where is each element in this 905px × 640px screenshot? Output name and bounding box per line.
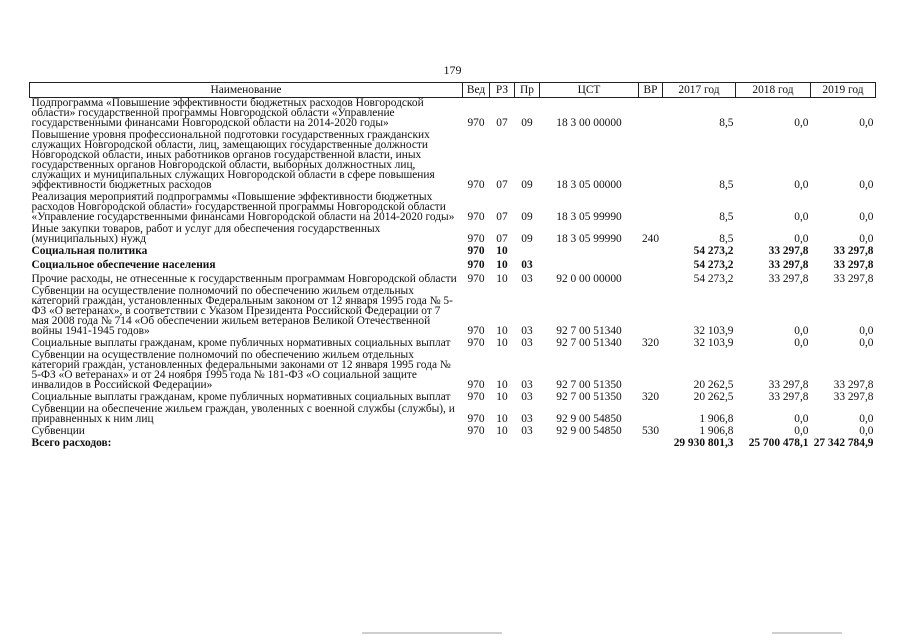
table-row [30,424,876,436]
row-name: Реализация мероприятий подпрограммы «Повышение эффективности бюджетных расходов Новгородской области» государственной программы Новгородской области «Управление государственными финансами Новгородской области на 2014-2020 годы» [31,191,455,223]
row-ved: 970 [467,259,485,271]
row-ved: 970 [467,413,485,425]
row-pr: 09 [521,117,533,129]
row-cst [540,244,639,256]
row-2019: 0,0 [859,337,874,349]
row-name: Социальное обеспечение населения [31,259,216,271]
row-2018: 33 297,8 [768,391,809,403]
row-vr [639,244,663,256]
table-row [30,98,876,129]
row-rz: 10 [496,245,508,257]
row-2017: 8,5 [719,179,734,191]
row-ved: 970 [467,117,485,129]
header-rz: РЗ [490,83,515,98]
table-row [30,336,876,348]
row-name: Прочие расходы, не отнесенные к государственным программам Новгородской области [31,273,457,285]
row-vr: 320 [641,391,660,403]
row-name: Субвенции на обеспечение жильем граждан, уволенных с военной службы (службы), и приравненных к ним лиц [31,403,455,425]
header-name: Наименование [30,83,463,98]
row-2018: 33 297,8 [768,273,809,285]
total-label: Всего расходов: [31,437,112,449]
row-2019: 33 297,8 [833,379,874,391]
row-vr: 320 [641,337,660,349]
table-row [30,256,876,270]
row-2018: 0,0 [794,425,809,437]
table-row [30,190,876,222]
row-2018: 0,0 [794,117,809,129]
row-2017: 8,5 [719,211,734,223]
row-name: Иные закупки товаров, работ и услуг для обеспечения государственных (муниципальных) нужд [31,223,381,245]
row-ved: 970 [467,233,485,245]
row-vr [639,284,663,336]
row-cst [540,256,639,270]
row-cst: 92 7 00 51350 [556,391,622,403]
row-2019: 0,0 [859,325,874,337]
row-2019: 0,0 [859,179,874,191]
row-rz: 07 [496,233,508,245]
row-2017: 54 273,2 [693,245,734,257]
table-row [30,390,876,402]
row-pr: 03 [521,391,533,403]
row-ved: 970 [467,273,485,285]
budget-table [29,82,876,448]
row-2017: 8,5 [719,117,734,129]
row-name: Социальные выплаты гражданам, кроме публичных нормативных социальных выплат [31,391,451,403]
row-name: Повышение уровня профессиональной подготовки государственных гражданских служащих Новгородской области, лиц, замещающих государственные должности Новгородской области, иных работников органов государственной власти, иных государственных органов Новгородской области, выборных должностных лиц, служащих и муниципальных служащих Новгородской области в сфере повышения эффективности бюджетных расходов [31,129,435,191]
row-2019: 33 297,8 [833,259,874,271]
row-rz: 10 [496,337,508,349]
row-2017: 32 103,9 [693,325,734,337]
header-pr: Пр [515,83,540,98]
row-2018: 0,0 [794,233,809,245]
row-2019: 33 297,8 [833,273,874,285]
row-rz: 10 [496,273,508,285]
row-2019: 0,0 [859,413,874,425]
total-2017: 29 930 801,3 [673,437,734,449]
row-pr: 09 [521,233,533,245]
row-cst: 92 9 00 54850 [556,425,622,437]
row-vr: 530 [641,425,660,437]
row-cst: 92 9 00 54850 [556,413,622,425]
row-cst: 92 0 00 00000 [556,273,622,285]
row-vr [639,402,663,424]
row-2017: 1 906,8 [699,425,734,437]
row-name: Субвенции на осуществление полномочий по обеспечению жильем отдельных категорий граждан, установленных Федеральным законом от 12 января 1995 года № 5-ФЗ «О ветеранах», в соответствии с Указом Президента Российской Федерации от 7 мая 2008 года № 714 «Об обеспечении жильем ветеранов Великой Отечественной войны 1941-1945 годов» [31,285,453,337]
row-cst: 18 3 05 99990 [556,233,622,245]
table-row [30,270,876,284]
total-row [30,436,876,448]
row-rz: 07 [496,211,508,223]
row-ved: 970 [467,379,485,391]
row-rz: 10 [496,259,508,271]
table-row [30,222,876,244]
row-2019: 0,0 [859,211,874,223]
row-pr: 03 [521,413,533,425]
row-vr: 240 [641,233,660,245]
row-vr [639,348,663,390]
row-cst: 92 7 00 51340 [556,325,622,337]
row-ved: 970 [467,211,485,223]
row-2018: 0,0 [794,325,809,337]
row-vr [639,270,663,284]
row-cst: 92 7 00 51350 [556,379,622,391]
row-rz: 10 [496,379,508,391]
row-pr: 09 [521,179,533,191]
row-vr [639,128,663,190]
row-2019: 0,0 [859,117,874,129]
table-row [30,244,876,256]
row-2018: 0,0 [794,179,809,191]
row-2018: 0,0 [794,337,809,349]
row-vr [639,190,663,222]
row-rz: 07 [496,117,508,129]
row-pr: 09 [521,211,533,223]
total-2019: 27 342 784,9 [813,437,874,449]
row-rz: 07 [496,179,508,191]
row-rz: 10 [496,413,508,425]
row-pr: 03 [521,273,533,285]
row-2019: 0,0 [859,233,874,245]
row-rz: 10 [496,425,508,437]
header-vr: ВР [639,83,663,98]
table-row [30,128,876,190]
row-vr [639,98,663,129]
header-2017: 2017 год [663,83,736,98]
row-pr: 03 [521,379,533,391]
row-2018: 33 297,8 [768,245,809,257]
row-ved: 970 [467,337,485,349]
scan-artifact-line [772,632,842,634]
row-2017: 54 273,2 [693,273,734,285]
header-2019: 2019 год [811,83,876,98]
table-row [30,348,876,390]
header-cst: ЦСТ [540,83,639,98]
row-2018: 0,0 [794,413,809,425]
row-2019: 0,0 [859,425,874,437]
header-ved: Вед [463,83,490,98]
row-2018: 33 297,8 [768,379,809,391]
row-2018: 0,0 [794,211,809,223]
row-rz: 10 [496,391,508,403]
row-name: Социальная политика [31,245,148,257]
row-2017: 20 262,5 [693,379,734,391]
row-2018: 33 297,8 [768,259,809,271]
row-name: Субвенции [31,425,85,437]
row-ved: 970 [467,391,485,403]
table-row [30,284,876,336]
row-ved: 970 [467,179,485,191]
row-cst: 92 7 00 51340 [556,337,622,349]
row-vr [639,256,663,270]
row-ved: 970 [467,425,485,437]
row-2017: 32 103,9 [693,337,734,349]
row-name: Подпрограмма «Повышение эффективности бюджетных расходов Новгородской области» государственной программы Новгородской области «Управление государственными финансами Новгородской области на 2014-2020 годы» [31,97,424,129]
row-ved: 970 [467,245,485,257]
row-pr: 03 [521,325,533,337]
row-2019: 33 297,8 [833,391,874,403]
row-name: Субвенции на осуществление полномочий по обеспечению жильем отдельных категорий граждан, установленных федеральными законами от 12 января 1995 года № 5-ФЗ «О ветеранах» и от 24 ноября 1995 года № 181-ФЗ «О социальной защите инвалидов в Российской Федерации» [31,349,451,391]
table-row [30,402,876,424]
header-2018: 2018 год [736,83,811,98]
row-pr: 03 [521,337,533,349]
row-name: Социальные выплаты гражданам, кроме публичных нормативных социальных выплат [31,337,451,349]
scan-artifact-line [362,632,502,634]
row-cst: 18 3 00 00000 [556,117,622,129]
row-cst: 18 3 05 00000 [556,179,622,191]
row-cst: 18 3 05 99990 [556,211,622,223]
row-2017: 20 262,5 [693,391,734,403]
row-2017: 1 906,8 [699,413,734,425]
page-number: 179 [443,63,462,77]
row-rz: 10 [496,325,508,337]
row-pr: 03 [521,259,533,271]
total-2018: 25 700 478,1 [748,437,809,449]
row-ved: 970 [467,325,485,337]
row-pr: 03 [521,425,533,437]
table-header-row [30,83,876,98]
row-2017: 54 273,2 [693,259,734,271]
row-2019: 33 297,8 [833,245,874,257]
row-pr [515,244,540,256]
row-2017: 8,5 [719,233,734,245]
